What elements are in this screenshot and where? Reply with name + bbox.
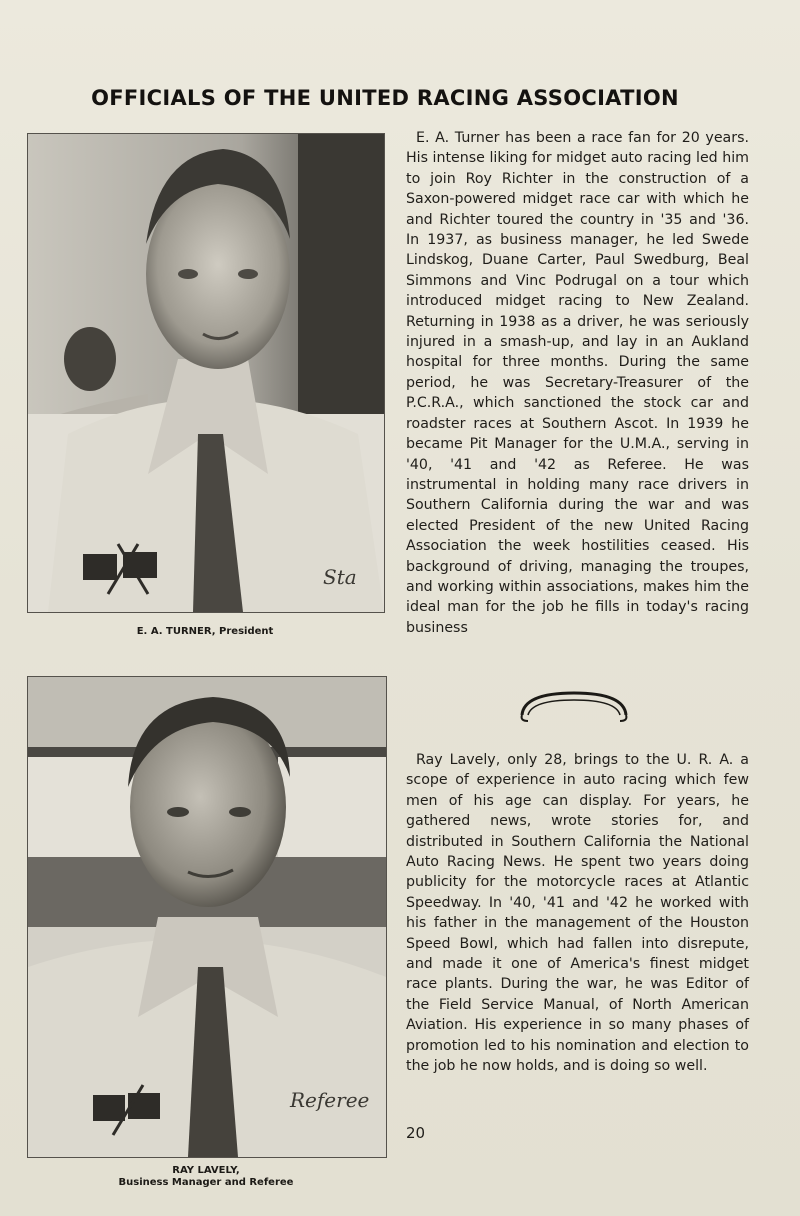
- caption-lavely: [27, 1165, 385, 1189]
- portrait-lavely-image: [28, 677, 386, 1157]
- caption-turner-line1: E. A. TURNER, President: [136, 626, 274, 637]
- ornament-divider-icon: [514, 685, 634, 729]
- shirt-lettering-turner: Sta: [323, 565, 357, 589]
- portrait-turner-image: [28, 134, 384, 612]
- photo-lavely: [27, 676, 387, 1158]
- caption-turner: [27, 626, 383, 638]
- photo-turner: [27, 133, 385, 613]
- page-number: 20: [406, 1124, 426, 1142]
- caption-lavely-line1: RAY LAVELY,: [172, 1165, 240, 1176]
- bio-turner: E. A. Turner has been a race fan for 20 years. His intense liking for midget auto racing led him to join Roy Richter in the construction of a Saxon-powered midget race car with which he and Richter toured the country in '35 and '36. In 1937, as business manager, he led Swede Lindskog, Duane Carter, Paul Swedburg, Beal Simmons and Vinc Podrugal on a tour which introduced midget racing to New Zealand. Returning in 1938 as a driver, he was seriously injured in a smash-up, and lay in an Aukland hospital for three months. During the same period, he was Secretary-Treasurer of the P.C.R.A., which sanctioned the stock car and roadster races at Southern Ascot. In 1939 he became Pit Manager for the U.M.A., serving in '40, '41 and '42 as Referee. He was instrumental in holding many race drivers in Southern California during the war and was elected President of the new United Racing Association the week hostilities ceased. His background of driving, managing the troupes, and working within associations, makes him the ideal man for the job he fills in today's racing business: [406, 130, 749, 636]
- bio-lavely: Ray Lavely, only 28, brings to the U. R. A. a scope of experience in auto racing which few men of his age can display. For years, he gathered news, wrote stories for, and distributed in Southern California the National Auto Racing News. He spent two years doing publicity for the motorcycle races at Atlantic Speedway. In '40, '41 and '42 he worked with his father in the management of the Houston Speed Bowl, which had fallen into disrepute, and made it one of America's finest midget race plants. During the war, he was Editor of the Field Service Manual, of North American Aviation. His experience in so many phases of promotion led to his nomination and election to the job he now holds, and is doing so well.: [406, 752, 749, 1075]
- caption-lavely-line2: Business Manager and Referee: [118, 1177, 294, 1188]
- shirt-lettering-lavely: Referee: [290, 1088, 370, 1112]
- page-title: OFFICIALS OF THE UNITED RACING ASSOCIATION: [91, 86, 679, 110]
